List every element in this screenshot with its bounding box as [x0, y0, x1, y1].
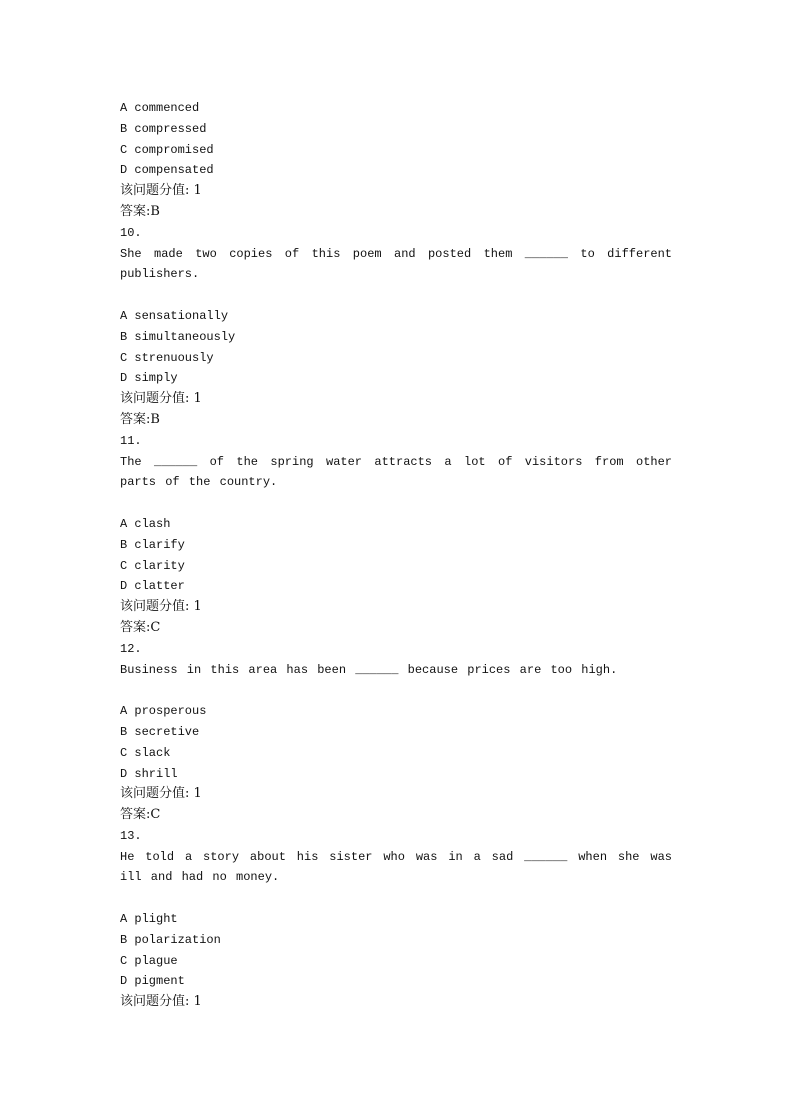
answer-line: 答案:C	[120, 807, 161, 823]
score-line: 该问题分值: 1	[120, 786, 202, 802]
answer-line: 答案:B	[120, 411, 160, 427]
option-d: D pigment	[120, 974, 185, 989]
option-b: B secretive	[120, 724, 200, 739]
score-line: 该问题分值: 1	[120, 183, 202, 199]
option-b: B polarization	[120, 932, 221, 947]
question-11	[120, 431, 672, 639]
option-a: A sensationally	[120, 308, 229, 323]
spacer	[120, 680, 672, 701]
spacer	[120, 493, 672, 514]
question-text: He told a story about his sister who was in a sad ______ when she was ill and had no money.	[120, 849, 672, 885]
option-b: B simultaneously	[120, 329, 236, 344]
question-13	[120, 826, 672, 1013]
option-a: A prosperous	[120, 704, 207, 719]
option-d: D simply	[120, 371, 178, 386]
score-line: 该问题分值: 1	[120, 391, 202, 407]
option-b: B clarify	[120, 537, 185, 552]
option-a: A commenced	[120, 101, 200, 115]
option-d: D compensated	[120, 163, 214, 178]
question-text: She made two copies of this poem and posted them ______ to different publishers.	[120, 246, 672, 282]
question-text: Business in this area has been ______ because prices are too high.	[120, 662, 618, 677]
score-line: 该问题分值: 1	[120, 994, 202, 1010]
question-number: 13.	[120, 828, 142, 843]
option-c: C slack	[120, 745, 171, 760]
option-b: B compressed	[120, 121, 207, 136]
exam-document	[120, 98, 672, 1013]
spacer	[120, 285, 672, 306]
answer-line: 答案:C	[120, 619, 161, 635]
spacer	[120, 888, 672, 909]
option-a: A plight	[120, 912, 178, 927]
question-number: 10.	[120, 225, 142, 240]
question-9-tail	[120, 98, 672, 223]
option-a: A clash	[120, 516, 171, 531]
question-10	[120, 223, 672, 431]
option-c: C clarity	[120, 558, 185, 573]
option-c: C strenuously	[120, 350, 214, 365]
question-number: 12.	[120, 641, 142, 656]
option-d: D shrill	[120, 766, 178, 781]
answer-line: 答案:B	[120, 203, 160, 219]
question-text: The ______ of the spring water attracts a lot of visitors from other parts of the country.	[120, 454, 672, 490]
option-d: D clatter	[120, 579, 185, 594]
option-c: C plague	[120, 953, 178, 968]
question-12	[120, 639, 672, 826]
option-c: C compromised	[120, 142, 214, 157]
score-line: 该问题分值: 1	[120, 599, 202, 615]
question-number: 11.	[120, 433, 142, 448]
